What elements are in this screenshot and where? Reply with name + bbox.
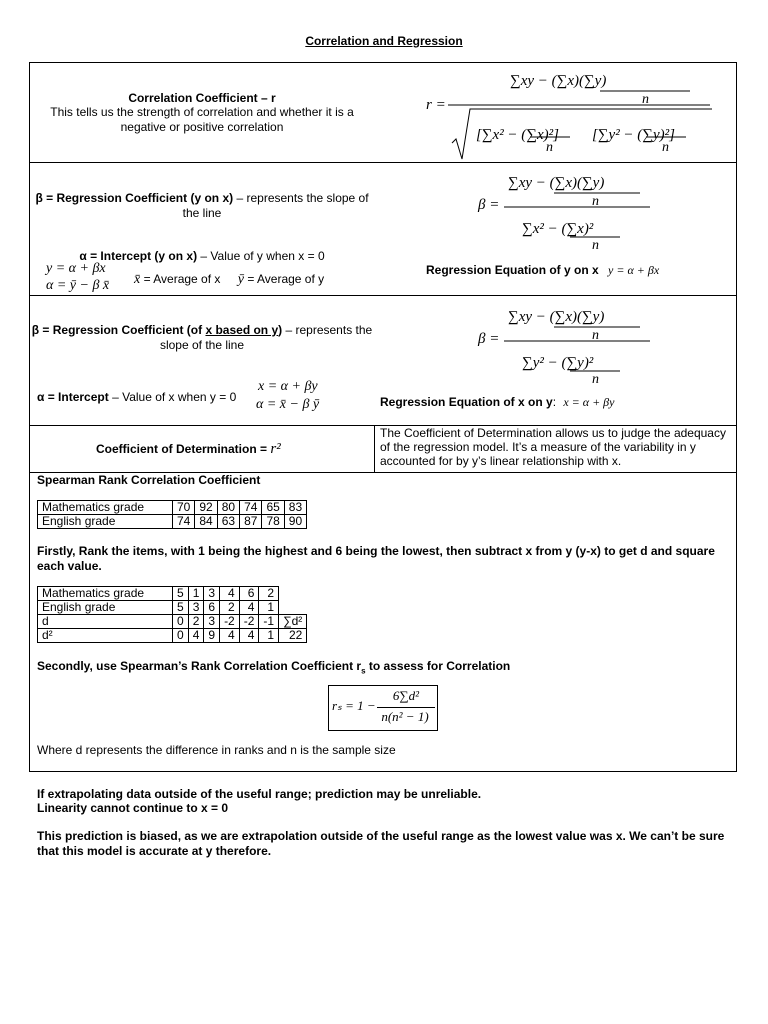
step-2-pre: Secondly, use Spearman’s Rank Correlation Coefficient r [37, 659, 362, 673]
table-row [38, 515, 307, 529]
note-line-2: Linearity cannot continue to x = 0 [37, 801, 229, 815]
row-label: d [38, 615, 173, 629]
correlation-description: This tells us the strength of correlation and whether it is a negative or positive correlation [50, 105, 354, 134]
cell: 0 [173, 615, 189, 629]
ybar-symbol: ȳ [237, 272, 244, 287]
cell: 80 [217, 501, 239, 515]
ybar-text: = Average of y [247, 272, 325, 286]
beta-text: – represents the slope of the line [159, 323, 373, 352]
cell [279, 601, 307, 615]
beta-heading-post: ) [278, 323, 283, 337]
correlation-formula [420, 63, 736, 162]
cell: 0 [173, 629, 189, 643]
note-line-3: This prediction is biased, as we are extrapolation outside of the useful range as the lowest value was x. We can’t be sure that this model is accurate at y therefore. [37, 829, 725, 858]
spearman-formula-denominator: n(n² − 1) [381, 709, 429, 724]
average-legend [134, 272, 324, 288]
cell [279, 587, 307, 601]
alpha-x-on-y [37, 390, 236, 404]
cell: 92 [195, 501, 217, 515]
determination-label: Coefficient of Determination = [96, 442, 271, 456]
determination-symbol: r² [270, 441, 281, 457]
intercept-equation-1: x = α + βy [258, 379, 318, 394]
beta-numerator: ∑xy − (∑x)(∑y) [508, 175, 605, 191]
row-label: Mathematics grade [38, 587, 173, 601]
equation: x = α + βy [563, 395, 615, 409]
alpha-text: – Value of x when y = 0 [108, 390, 237, 404]
cell: 90 [284, 515, 306, 529]
row-label: English grade [38, 515, 173, 529]
rank-table [37, 586, 307, 643]
intercept-equation-2: α = x̄ − β ȳ [256, 397, 320, 412]
cell: 6 [204, 601, 220, 615]
cell: 65 [262, 501, 284, 515]
beta-formula-y-on-x [470, 163, 700, 253]
cell: 3 [188, 601, 204, 615]
cell: 63 [217, 515, 239, 529]
alpha-heading: α = Intercept [37, 390, 109, 404]
alpha-heading: α = Intercept (y on x) [79, 249, 198, 263]
table-row [38, 615, 307, 629]
determination-description: The Coefficient of Determination allows us to judge the adequacy of the regression model. It’s a measure of the variability in y accounted for by y’s linear relationship with x. [380, 426, 726, 468]
regression-equation-x-on-y: Regression Equation of x on y: x = α + βy [380, 395, 615, 409]
formula-n: n [642, 92, 649, 107]
cell: 1 [259, 601, 279, 615]
table-row [38, 629, 307, 643]
cell: 2 [220, 601, 240, 615]
beta-y-on-x [30, 191, 374, 221]
cell: 2 [188, 615, 204, 629]
table-row [38, 501, 307, 515]
cell: 4 [239, 601, 259, 615]
column-divider [374, 425, 375, 472]
beta-formula-x-on-y [470, 297, 700, 387]
beta-denominator: ∑x² − (∑x)² [522, 221, 594, 237]
cell: 2 [259, 587, 279, 601]
formula-n: n [592, 328, 599, 343]
spearman-footnote: Where d represents the difference in ranks and n is the sample size [37, 743, 396, 757]
regression-equation-y-on-x [426, 263, 659, 278]
content-frame [29, 62, 737, 772]
xbar-symbol: x̄ [134, 272, 141, 287]
xbar-text: = Average of x [143, 272, 221, 286]
step-2-post: to assess for Correlation [365, 659, 511, 673]
sum-d-squared-label: ∑d² [279, 615, 307, 629]
spearman-formula-lhs: rₛ = 1 − [332, 698, 376, 713]
cell: 78 [262, 515, 284, 529]
beta-lhs: β = [478, 197, 500, 213]
beta-heading-underlined: x based on y [205, 323, 279, 337]
correlation-section [30, 91, 374, 135]
spearman-formula-box [328, 685, 438, 731]
cell: 5 [173, 601, 189, 615]
sum-d-squared-value: 22 [279, 629, 307, 643]
beta-text: – represents the slope of the line [182, 191, 369, 220]
beta-x-on-y [30, 323, 374, 353]
row-label: d² [38, 629, 173, 643]
cell: 1 [188, 587, 204, 601]
equation-label: Regression Equation of y on x [426, 263, 599, 277]
cell: 3 [204, 587, 220, 601]
beta-numerator: ∑xy − (∑x)(∑y) [508, 309, 605, 325]
note-line-1: If extrapolating data outside of the useful range; prediction may be unreliable. [37, 787, 482, 801]
equation: y = α + βx [608, 263, 660, 277]
formula-denominator-right: [∑y² − (∑y)²] [592, 127, 675, 143]
beta-denominator: ∑y² − (∑y)² [522, 355, 594, 371]
step-2-sub: s [361, 666, 366, 676]
row-label: Mathematics grade [38, 501, 173, 515]
spearman-formula-numerator: 6∑d² [392, 688, 420, 703]
table-row [38, 601, 307, 615]
formula-n: n [546, 140, 553, 155]
cell: 70 [173, 501, 195, 515]
page-title: Correlation and Regression [305, 34, 463, 48]
cell: 9 [204, 629, 220, 643]
cell: 83 [284, 501, 306, 515]
cell: 4 [239, 629, 259, 643]
cell: 4 [188, 629, 204, 643]
beta-heading: β = Regression Coefficient (y on x) [35, 191, 234, 205]
cell: 87 [240, 515, 262, 529]
cell: -1 [259, 615, 279, 629]
row-divider [30, 295, 736, 296]
cell: 1 [259, 629, 279, 643]
cell: 4 [220, 629, 240, 643]
formula-n: n [592, 372, 599, 387]
formula-n: n [592, 194, 599, 209]
spearman-step-2 [37, 659, 510, 675]
correlation-heading: Correlation Coefficient – r [128, 91, 276, 105]
determination-label-row [96, 441, 281, 458]
grades-table [37, 500, 307, 529]
cell: 3 [204, 615, 220, 629]
spearman-heading: Spearman Rank Correlation Coefficient [37, 473, 261, 487]
formula-denominator-left: [∑x² − (∑x)²] [476, 127, 559, 143]
alpha-text: – Value of y when x = 0 [197, 249, 325, 263]
cell: 4 [220, 587, 240, 601]
beta-lhs: β = [478, 331, 500, 347]
intercept-equation-2: α = ȳ − β x̄ [46, 278, 110, 293]
formula-lhs: r = [426, 97, 446, 113]
cell: -2 [220, 615, 240, 629]
formula-n: n [662, 140, 669, 155]
cell: 74 [240, 501, 262, 515]
fraction-bar [377, 707, 435, 708]
intercept-equation-1: y = α + βx [46, 261, 106, 276]
cell: 74 [173, 515, 195, 529]
cell: 84 [195, 515, 217, 529]
cell: -2 [239, 615, 259, 629]
spearman-step-1: Firstly, Rank the items, with 1 being the highest and 6 being the lowest, then subtract x from y (y-x) to get d and square each value. [37, 544, 715, 573]
equation-label: Regression Equation of x on y [380, 395, 553, 409]
formula-numerator: ∑xy − (∑x)(∑y) [510, 73, 607, 89]
table-row [38, 587, 307, 601]
formula-n: n [592, 238, 599, 253]
row-label: English grade [38, 601, 173, 615]
cell: 6 [239, 587, 259, 601]
beta-heading-pre: β = Regression Coefficient (of [31, 323, 206, 337]
cell: 5 [173, 587, 189, 601]
